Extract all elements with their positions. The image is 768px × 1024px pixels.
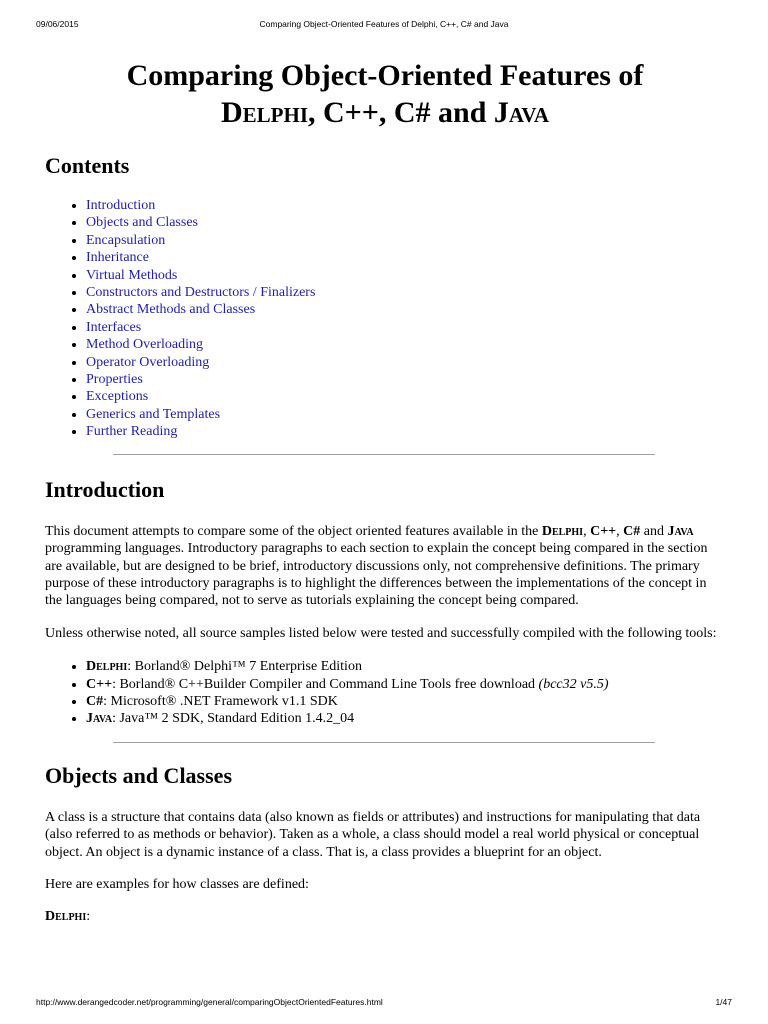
intro-text-e: programming languages. Introductory paragraphs to each section to explain the concept being compared in the section are available, but are designed to be brief, introductory discussions only, not comprehensive definitions. The primary purpose of these introductory paragraphs is to highlight the differences between the implementations of the concept in the languages being compared, not to serve as tutorials explaining the concept being compared. bbox=[45, 541, 708, 609]
lang-java: Java bbox=[667, 523, 694, 539]
document-content bbox=[45, 52, 725, 926]
introduction-paragraph-2: Unless otherwise noted, all source samples listed below were tested and successfully compiled with the following tools: bbox=[45, 625, 717, 641]
toc-item bbox=[86, 267, 725, 284]
tool-item bbox=[86, 676, 725, 693]
table-of-contents bbox=[45, 197, 725, 441]
toc-link-objects-and-classes[interactable]: Objects and Classes bbox=[86, 215, 198, 231]
print-header bbox=[36, 19, 732, 31]
toc-item bbox=[86, 406, 725, 423]
toc-item bbox=[86, 232, 725, 249]
tool-text: : Java™ 2 SDK, Standard Edition 1.4.2_04 bbox=[112, 711, 355, 727]
tool-text: : Microsoft® .NET Framework v1.1 SDK bbox=[103, 693, 338, 709]
toc-link-operator-overloading[interactable]: Operator Overloading bbox=[86, 354, 210, 370]
lang-csharp: C# bbox=[623, 523, 641, 539]
intro-text-b: , bbox=[583, 523, 591, 539]
tool-text: : Borland® C++Builder Compiler and Command Line Tools free download bbox=[112, 676, 539, 692]
title-mid: , C++, C# and bbox=[308, 96, 494, 129]
tool-item bbox=[86, 710, 725, 727]
objects-delphi-label bbox=[45, 908, 725, 925]
toc-item bbox=[86, 319, 725, 336]
toc-link-introduction[interactable]: Introduction bbox=[86, 198, 156, 213]
toc-item bbox=[86, 214, 725, 231]
print-title: Comparing Object-Oriented Features of Delphi, C++, C# and Java bbox=[259, 19, 509, 29]
section-divider bbox=[113, 454, 655, 455]
toc-link-encapsulation[interactable]: Encapsulation bbox=[86, 232, 166, 248]
toc-item bbox=[86, 371, 725, 388]
objects-paragraph-1: A class is a structure that contains data (also known as fields or attributes) and instructions for manipulating that data (also referred to as methods or behavior). Taken as a whole, a class should model a real world physical or conceptual object. An object is a dynamic instance of a class. That is, a class provides a blueprint for an object. bbox=[45, 809, 701, 860]
toc-link-method-overloading[interactable]: Method Overloading bbox=[86, 337, 204, 353]
toc-item bbox=[86, 301, 725, 318]
toc-item bbox=[86, 284, 725, 301]
contents-heading: Contents bbox=[45, 153, 130, 178]
toc-link-abstract-methods[interactable]: Abstract Methods and Classes bbox=[86, 302, 256, 318]
intro-text-a: This document attempts to compare some of the object oriented features available in the bbox=[45, 523, 542, 539]
toc-item bbox=[86, 423, 725, 440]
toc-link-interfaces[interactable]: Interfaces bbox=[86, 319, 142, 335]
toc-link-generics-templates[interactable]: Generics and Templates bbox=[86, 406, 221, 422]
print-url: http://www.derangedcoder.net/programming/general/comparingObjectOrientedFeatures.html bbox=[36, 997, 383, 1007]
objects-classes-heading: Objects and Classes bbox=[45, 762, 233, 788]
toc-link-further-reading[interactable]: Further Reading bbox=[86, 424, 178, 440]
page-number: 1/47 bbox=[715, 997, 732, 1007]
toc-item bbox=[86, 197, 725, 214]
tool-lang: Java bbox=[86, 711, 113, 727]
tool-lang: Delphi bbox=[86, 659, 128, 675]
introduction-heading: Introduction bbox=[45, 476, 165, 502]
lang-cpp: C++ bbox=[590, 523, 617, 539]
toc-link-properties[interactable]: Properties bbox=[86, 372, 143, 388]
toc-link-virtual-methods[interactable]: Virtual Methods bbox=[86, 267, 178, 283]
toc-item bbox=[86, 249, 725, 266]
intro-text-c: , bbox=[616, 523, 624, 539]
objects-paragraph-2: Here are examples for how classes are defined: bbox=[45, 876, 309, 892]
tool-text: : Borland® Delphi™ 7 Enterprise Edition bbox=[127, 659, 362, 675]
print-date: 09/06/2015 bbox=[36, 19, 79, 29]
print-footer bbox=[36, 997, 732, 1009]
toc-item bbox=[86, 354, 725, 371]
tool-item bbox=[86, 693, 725, 710]
toc-item bbox=[86, 336, 725, 353]
lang-delphi: Delphi bbox=[541, 523, 584, 539]
introduction-paragraph-1 bbox=[45, 523, 725, 610]
section-divider bbox=[113, 742, 655, 743]
tool-lang: C# bbox=[86, 693, 104, 709]
tools-list bbox=[45, 658, 725, 728]
toc-link-inheritance[interactable]: Inheritance bbox=[86, 250, 149, 266]
lang-delphi: Delphi bbox=[45, 909, 87, 925]
tool-lang: C++ bbox=[86, 676, 113, 692]
tool-item bbox=[86, 658, 725, 675]
document-title bbox=[45, 57, 725, 131]
intro-text-d: and bbox=[640, 523, 668, 539]
toc-link-exceptions[interactable]: Exceptions bbox=[86, 389, 149, 405]
title-line-1: Comparing Object-Oriented Features of bbox=[126, 59, 644, 92]
title-java: Java bbox=[493, 96, 549, 129]
toc-link-constructors-destructors[interactable]: Constructors and Destructors / Finalizers bbox=[86, 285, 316, 301]
colon: : bbox=[86, 909, 91, 925]
toc-item bbox=[86, 388, 725, 405]
tool-extra: (bcc32 v5.5) bbox=[538, 676, 609, 692]
title-delphi: Delphi bbox=[221, 96, 309, 129]
